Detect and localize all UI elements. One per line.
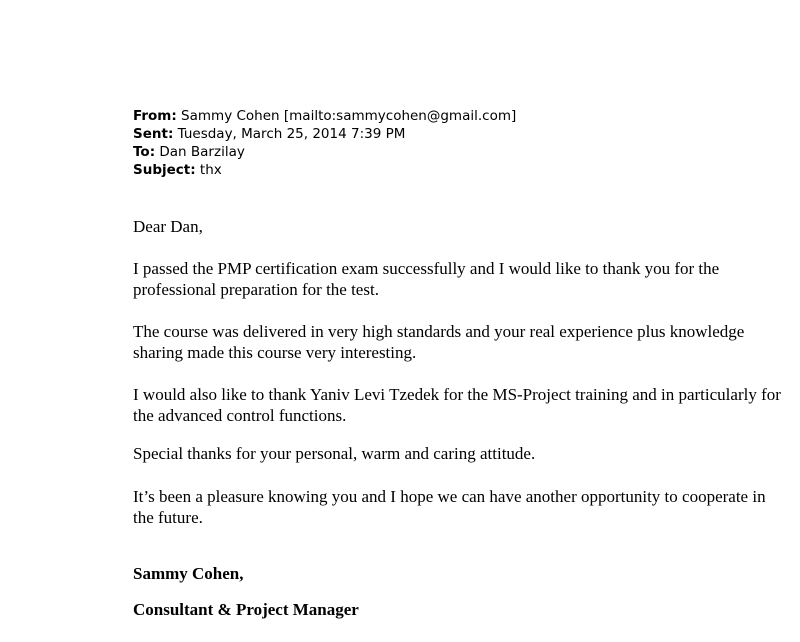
signature-name: Sammy Cohen, bbox=[133, 564, 244, 583]
sent-label: Sent: bbox=[133, 126, 174, 142]
to-row bbox=[133, 143, 516, 161]
paragraph-3: I would also like to thank Yaniv Levi Tzedek for the MS-Project training and in particularly for the advanced control functions. bbox=[133, 385, 781, 425]
sent-row bbox=[133, 125, 516, 143]
to-label: To: bbox=[133, 144, 156, 160]
subject-row bbox=[133, 161, 516, 179]
from-row bbox=[133, 107, 516, 125]
paragraph-2: The course was delivered in very high standards and your real experience plus knowledge sharing made this course very interesting. bbox=[133, 322, 745, 362]
paragraph-4: Special thanks for your personal, warm and caring attitude. bbox=[133, 444, 536, 463]
email-body bbox=[133, 216, 783, 528]
paragraph-1: I passed the PMP certification exam successfully and I would like to thank you for the professional preparation for the test. bbox=[133, 259, 720, 299]
from-label: From: bbox=[133, 108, 177, 124]
from-value: Sammy Cohen [mailto:sammycohen@gmail.com] bbox=[176, 108, 517, 124]
to-value: Dan Barzilay bbox=[155, 144, 245, 160]
signature-title: Consultant & Project Manager bbox=[133, 600, 359, 619]
subject-label: Subject: bbox=[133, 162, 196, 178]
greeting: Dear Dan, bbox=[133, 217, 203, 236]
email-header bbox=[133, 107, 516, 179]
sent-value: Tuesday, March 25, 2014 7:39 PM bbox=[173, 126, 406, 142]
subject-value: thx bbox=[195, 162, 222, 178]
paragraph-5: It’s been a pleasure knowing you and I hope we can have another opportunity to cooperate in the future. bbox=[133, 487, 766, 527]
